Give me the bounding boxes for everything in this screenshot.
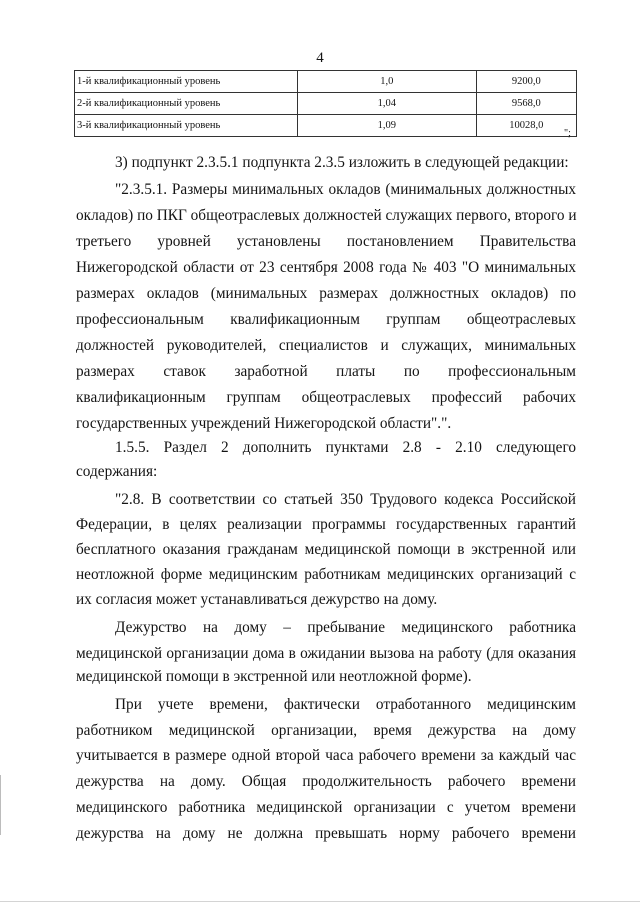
table-closing-mark: ";	[564, 128, 571, 139]
table-cell-coefficient: 1,0	[297, 71, 476, 93]
table-cell-level: 3-й квалификационный уровень	[75, 115, 298, 137]
text-line: Федерации, в целях реализации программы государственных гарантий	[76, 516, 576, 533]
scan-bottom-edge	[0, 901, 640, 902]
text-line: дежурства на дому. Общая продолжительность рабочего времени	[76, 773, 576, 790]
table-row	[75, 71, 577, 93]
table-cell-salary: 10028,0	[476, 115, 576, 137]
table-cell-level: 1-й квалификационный уровень	[75, 71, 298, 93]
text-line: содержания:	[76, 463, 158, 480]
table-cell-coefficient: 1,04	[297, 93, 476, 115]
text-line: медицинского работника медицинской организации с учетом времени	[76, 799, 576, 816]
text-line: бесплатного оказания гражданам медицинской помощи в экстренной или	[76, 541, 576, 558]
text-line: Дежурство на дому – пребывание медицинского работника	[115, 619, 576, 636]
text-line: третьего уровней установлены постановлением Правительства	[76, 233, 576, 250]
table-cell-level: 2-й квалификационный уровень	[75, 93, 298, 115]
text-line: работником медицинской организации, время дежурства на дому	[76, 722, 576, 739]
text-line: "2.8. В соответствии со статьей 350 Трудового кодекса Российской	[115, 491, 576, 508]
table-cell-salary: 9568,0	[476, 93, 576, 115]
text-line: профессиональным квалификационным группам общеотраслевых	[76, 311, 576, 328]
table-cell-coefficient: 1,09	[297, 115, 476, 137]
text-line: 1.5.5. Раздел 2 дополнить пунктами 2.8 - 2.10 следующего	[115, 439, 576, 456]
page-number: 4	[316, 50, 324, 66]
table-row	[75, 93, 577, 115]
qualification-levels-table	[74, 70, 577, 137]
text-line: медицинской помощи в экстренной или неотложной форме).	[76, 668, 472, 685]
text-line: 3) подпункт 2.3.5.1 подпункта 2.3.5 изложить в следующей редакции:	[115, 154, 569, 171]
text-line: дежурства на дому не должна превышать норму рабочего времени	[76, 825, 576, 842]
text-line: квалификационным группам общеотраслевых профессий рабочих	[76, 389, 576, 406]
text-line: их согласия может устанавливаться дежурство на дому.	[76, 591, 438, 608]
scan-edge-shadow	[0, 775, 1, 835]
text-line: неотложной форме медицинским работникам медицинских организаций с	[76, 566, 576, 583]
text-line: медицинской организации дома в ожидании вызова на работу (для оказания	[76, 645, 576, 662]
table-row	[75, 115, 577, 137]
table-cell-salary: 9200,0	[476, 71, 576, 93]
text-line: учитывается в размере одной второй часа рабочего времени за каждый час	[76, 747, 576, 764]
text-line: должностей руководителей, специалистов и служащих, минимальных	[76, 337, 576, 354]
text-line: размерах ставок заработной платы по профессиональным	[76, 363, 576, 380]
text-line: окладов) по ПКГ общеотраслевых должностей служащих первого, второго и	[76, 207, 577, 224]
text-line: При учете времени, фактически отработанного медицинским	[115, 696, 576, 713]
text-line: размерах окладов (минимальных размерах должностных окладов) по	[76, 285, 576, 302]
text-line: Нижегородской области от 23 сентября 2008 года № 403 "О минимальных	[76, 259, 576, 276]
text-line: государственных учреждений Нижегородской области".".	[76, 415, 452, 432]
text-line: "2.3.5.1. Размеры минимальных окладов (минимальных должностных	[115, 181, 576, 198]
